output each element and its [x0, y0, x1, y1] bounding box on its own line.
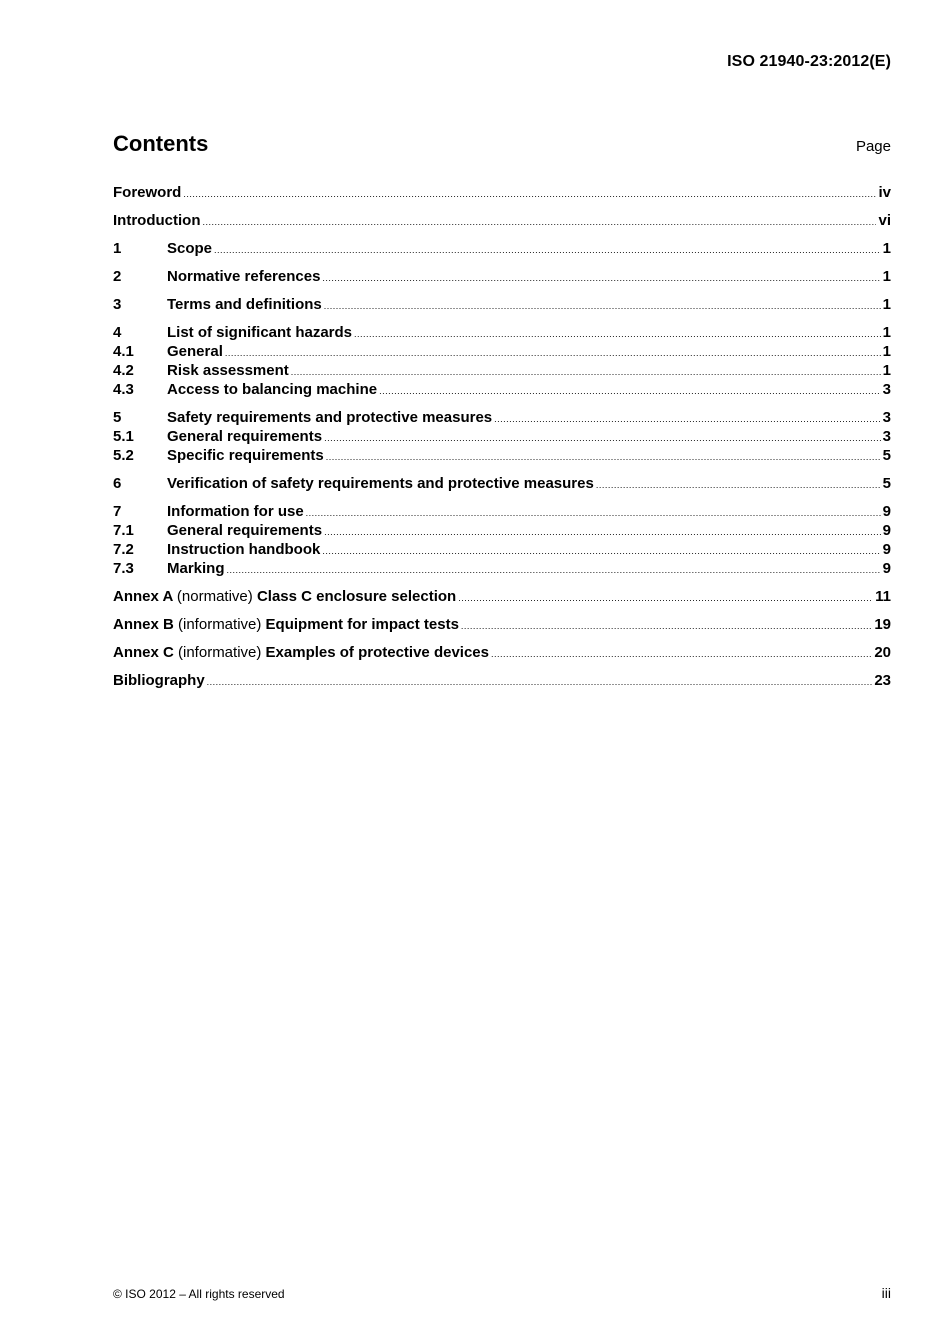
annex-label: Annex A [113, 588, 173, 605]
toc-entry-4-1-general[interactable] [113, 342, 891, 361]
leader-dots [227, 561, 881, 580]
toc-entry-page: 9 [882, 541, 891, 558]
annex-label: Annex C [113, 644, 174, 661]
toc-entry-page: 3 [882, 381, 891, 398]
leader-dots [291, 363, 881, 382]
toc-entry-page: iv [878, 184, 891, 201]
toc-entry-page: 5 [882, 447, 891, 464]
toc-entry-significant-hazards[interactable] [113, 323, 891, 342]
toc-entry-number: 1 [113, 240, 122, 257]
annex-subtitle: Examples of protective devices [265, 644, 489, 661]
toc-entry-scope[interactable] [113, 239, 891, 258]
toc-entry-title: General [167, 343, 223, 360]
toc-entry-title [113, 587, 456, 606]
toc-entry-title: Normative references [167, 268, 321, 285]
annex-label: Annex B [113, 616, 174, 633]
page-column-label: Page [855, 138, 891, 155]
toc-entry-normative-references[interactable] [113, 267, 891, 286]
leader-dots [324, 297, 881, 316]
toc-entry-annex-b[interactable] [113, 615, 891, 634]
toc-entry-page: 1 [882, 324, 891, 341]
toc-entry-bibliography[interactable] [113, 671, 891, 690]
toc-entry-title: Risk assessment [167, 362, 289, 379]
toc-entry-page: 9 [882, 522, 891, 539]
toc-entry-number: 5.2 [113, 447, 134, 464]
leader-dots [183, 185, 876, 204]
toc-entry-foreword[interactable] [113, 183, 891, 202]
toc-entry-number: 6 [113, 475, 122, 492]
leader-dots [491, 645, 872, 664]
contents-heading: Contents [113, 131, 209, 156]
toc-entry-title: Specific requirements [167, 447, 324, 464]
toc-entry-number: 2 [113, 268, 122, 285]
toc-entry-number: 4.1 [113, 343, 134, 360]
toc-entry-7-1-general-requirements[interactable] [113, 521, 891, 540]
annex-qualifier: (normative) [176, 588, 253, 605]
toc-entry-title: Scope [167, 240, 213, 257]
leader-dots [596, 476, 881, 495]
toc-entry-page: 1 [882, 296, 891, 313]
toc-entry-number: 4 [113, 324, 122, 341]
toc-entry-annex-a[interactable] [113, 587, 891, 606]
leader-dots [322, 542, 880, 561]
annex-subtitle: Class C enclosure selection [256, 588, 457, 605]
toc-entry-page: 11 [875, 588, 891, 605]
toc-entry-title: Foreword [113, 184, 182, 201]
toc-entry-introduction[interactable] [113, 211, 891, 230]
toc-entry-title [113, 643, 489, 662]
toc-entry-safety-requirements[interactable] [113, 408, 891, 427]
toc-entry-number: 4.3 [113, 381, 134, 398]
toc-entry-4-3-access[interactable] [113, 380, 891, 399]
leader-dots [225, 344, 881, 363]
toc-entry-page: 1 [882, 362, 891, 379]
toc-entry-5-2-specific-requirements[interactable] [113, 446, 891, 465]
leader-dots [354, 325, 881, 344]
toc-entry-number: 3 [113, 296, 122, 313]
leader-dots [202, 213, 876, 232]
toc-entry-page: 23 [874, 672, 891, 689]
toc-entry-page: 9 [882, 560, 891, 577]
toc-entry-number: 4.2 [113, 362, 134, 379]
toc-entry-title: Instruction handbook [167, 541, 321, 558]
toc-entry-number: 7.1 [113, 522, 134, 539]
toc-entry-page: 3 [882, 428, 891, 445]
toc-entry-page: 1 [882, 343, 891, 360]
leader-dots [322, 269, 880, 288]
toc-entry-verification[interactable] [113, 474, 891, 493]
toc-entry-7-2-instruction-handbook[interactable] [113, 540, 891, 559]
toc-entry-title: Bibliography [113, 672, 205, 689]
toc-entry-title: Verification of safety requirements and protective measures [167, 475, 594, 492]
toc-entry-number: 7 [113, 503, 122, 520]
table-of-contents [113, 183, 891, 690]
leader-dots [461, 617, 872, 636]
toc-entry-annex-c[interactable] [113, 643, 891, 662]
toc-entry-information-for-use[interactable] [113, 502, 891, 521]
toc-entry-page: 5 [882, 475, 891, 492]
leader-dots [324, 523, 881, 542]
toc-entry-title: Introduction [113, 212, 201, 229]
toc-entry-page: 20 [874, 644, 891, 661]
leader-dots [214, 241, 881, 260]
annex-qualifier: (informative) [178, 616, 262, 633]
toc-entry-page: vi [878, 212, 891, 229]
toc-entry-title: Safety requirements and protective measures [167, 409, 493, 426]
leader-dots [379, 382, 881, 401]
toc-entry-title: Access to balancing machine [167, 381, 378, 398]
toc-entry-title: General requirements [167, 522, 323, 539]
toc-entry-number: 5 [113, 409, 122, 426]
toc-entry-page: 19 [874, 616, 891, 633]
toc-entry-page: 9 [882, 503, 891, 520]
toc-entry-title: List of significant hazards [167, 324, 353, 341]
toc-entry-title: Information for use [167, 503, 304, 520]
toc-entry-title: Terms and definitions [167, 296, 322, 313]
toc-entry-page: 1 [882, 268, 891, 285]
leader-dots [494, 410, 881, 429]
toc-entry-number: 7.2 [113, 541, 134, 558]
copyright-notice: © ISO 2012 – All rights reserved [113, 1287, 285, 1301]
toc-entry-5-1-general-requirements[interactable] [113, 427, 891, 446]
leader-dots [326, 448, 881, 467]
toc-entry-page: 1 [882, 240, 891, 257]
leader-dots [324, 429, 881, 448]
toc-entry-7-3-marking[interactable] [113, 559, 891, 578]
document-id: ISO 21940-23:2012(E) [727, 53, 891, 70]
leader-dots [458, 589, 873, 608]
leader-dots [207, 673, 873, 692]
toc-entry-terms-definitions[interactable] [113, 295, 891, 314]
leader-dots [306, 504, 881, 523]
toc-entry-page: 3 [882, 409, 891, 426]
annex-qualifier: (informative) [178, 644, 262, 661]
toc-entry-title [113, 615, 459, 634]
toc-entry-number: 7.3 [113, 560, 134, 577]
toc-entry-title: Marking [167, 560, 225, 577]
toc-entry-4-2-risk-assessment[interactable] [113, 361, 891, 380]
annex-subtitle: Equipment for impact tests [265, 616, 459, 633]
toc-entry-title: General requirements [167, 428, 323, 445]
toc-entry-number: 5.1 [113, 428, 134, 445]
page-number: iii [881, 1285, 891, 1301]
